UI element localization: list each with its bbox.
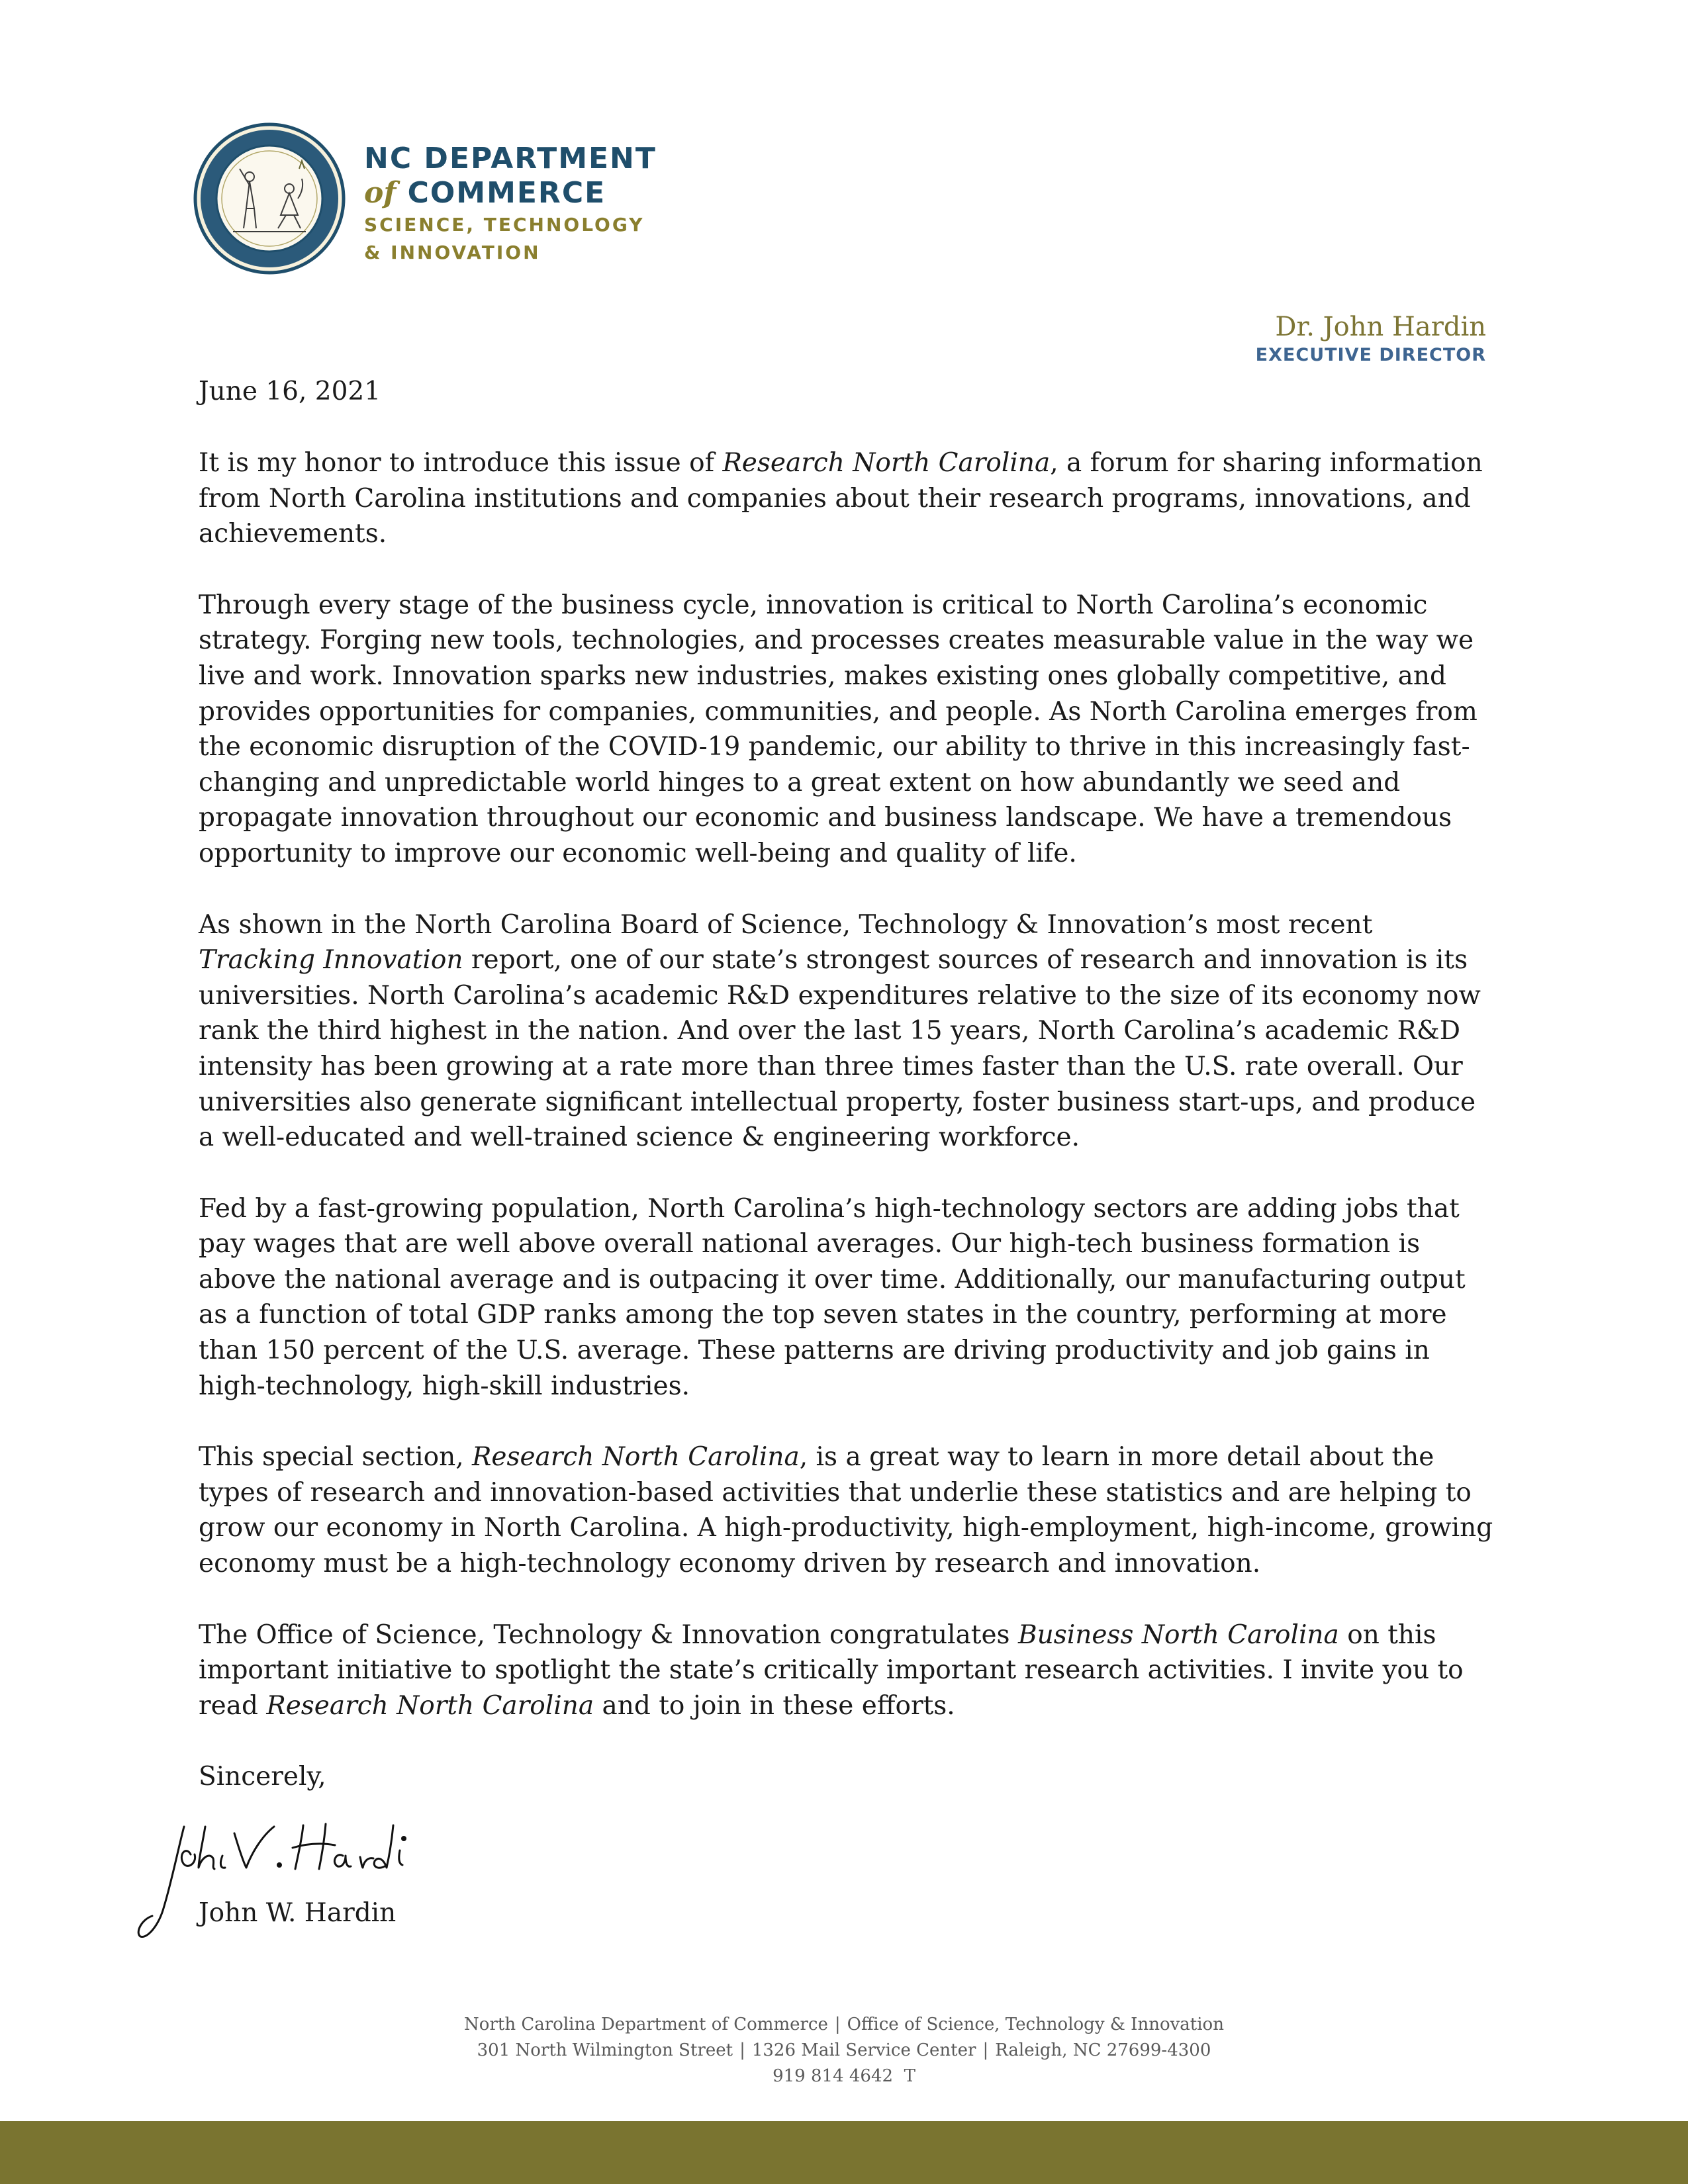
paragraph-5 [199,1439,1496,1581]
footer-office: Office of Science, Technology & Innovation [847,2015,1224,2034]
paragraph-6 [199,1617,1496,1724]
executive-title: EXECUTIVE DIRECTOR [1255,345,1486,365]
footer-phone-label: T [904,2066,915,2086]
paragraph-3 [199,907,1496,1156]
p6-text-e: and to join in these efforts. [594,1690,955,1721]
p3-italic-title: Tracking Innovation [199,945,463,976]
paragraph-1 [199,445,1496,552]
footer-line-1 [0,2012,1688,2038]
footer-separator: | [982,2040,989,2060]
org-commerce: COMMERCE [407,176,606,210]
p5-text-a: This special section, [199,1442,472,1473]
p6-italic-title-1: Business North Carolina [1017,1619,1339,1650]
department-name [364,142,708,267]
paragraph-4: Fed by a fast-growing population, North Carolina’s high-technology sectors are adding jobs that pay wages that are well above overall national averages. Our high-tech business formation is above the national average and is outpacing it over time. Additionally, our manufacturing output as a function of total GDP ranks among the top seven states in the country, performing at more than 150 percent of the U.S. average. These patterns are driving productivity and job gains in high-technology, high-skill industries. [199,1193,1466,1401]
footer [0,2012,1688,2089]
p1-italic-title: Research North Carolina [722,448,1051,478]
p5-text-c: , is a great way to learn in more detail about the types of research and innovation-based activities that underlie these statistics and are helping to grow our economy in North Carolina. A high-productivity, high-employment, high-income, growing economy must be a high-technology economy driven by research and innovation. [199,1442,1493,1579]
letterhead [193,122,696,275]
org-line-4: & INNOVATION [364,242,541,263]
paragraph-2: Through every stage of the business cycle, innovation is critical to North Carolina’s economic strategy. Forging new tools, technologies, and processes creates measurable value in the way we live and work. Innovation sparks new industries, makes existing ones globally competitive, and provides opportunities for companies, communities, and people. As North Carolina emerges from the economic disruption of the COVID-19 pandemic, our ability to thrive in this increasingly fast-changing and unpredictable world hinges to a great extent on how abundantly we seed and propagate innovation throughout our economic and business landscape. We have a tremendous opportunity to improve our economic well-being and quality of life. [199,590,1477,868]
p5-italic-title: Research North Carolina [472,1442,800,1473]
executive-name: Dr. John Hardin [1275,312,1486,342]
footer-separator: | [739,2040,745,2060]
footer-mail-center: 1326 Mail Service Center [751,2040,976,2060]
footer-phone: 919 814 4642 [773,2066,894,2086]
p6-text-a: The Office of Science, Technology & Innovation congratulates [199,1619,1018,1650]
p3-text-a: As shown in the North Carolina Board of Science, Technology & Innovation’s most recent [199,909,1373,940]
footer-separator: | [834,2015,841,2034]
org-line-1: NC DEPARTMENT [364,142,657,175]
executive-block [1256,310,1486,367]
org-line-3: SCIENCE, TECHNOLOGY [364,214,645,236]
footer-line-3 [0,2064,1688,2089]
footer-line-2 [0,2038,1688,2064]
p1-text-c: , a forum for sharing information from North Carolina institutions and companies about their research programs, innovations, and achievements. [199,448,1483,549]
footer-city: Raleigh, NC 27699-4300 [995,2040,1211,2060]
org-line-2 [364,175,708,211]
footer-street: 301 North Wilmington Street [477,2040,733,2060]
state-seal-icon [193,122,346,275]
org-of: of [364,176,397,210]
letter-date: June 16, 2021 [199,377,381,406]
letter-body [199,374,1496,1795]
p3-text-c: report, one of our state’s strongest sources of research and innovation is its universities. North Carolina’s academic R&D expenditures relative to the size of its economy now rank the third highest in the nation. And over the last 15 years, North Carolina’s academic R&D intensity has been growing at a rate more than three times faster than the U.S. rate overall. Our universities also generate significant intellectual property, foster business start-ups, and produce a well-educated and well-trained science & engineering workforce. [199,945,1481,1153]
p6-text-c: on this important initiative to spotlight the state’s critically important research activities. I invite you to read [199,1619,1464,1721]
footer-org: North Carolina Department of Commerce [464,2015,828,2034]
footer-color-bar [0,2121,1688,2184]
p6-italic-title-2: Research North Carolina [266,1690,594,1721]
p1-text-a: It is my honor to introduce this issue of [199,448,723,478]
signer-name: John W. Hardin [199,1898,397,1928]
closing: Sincerely, [199,1762,326,1792]
